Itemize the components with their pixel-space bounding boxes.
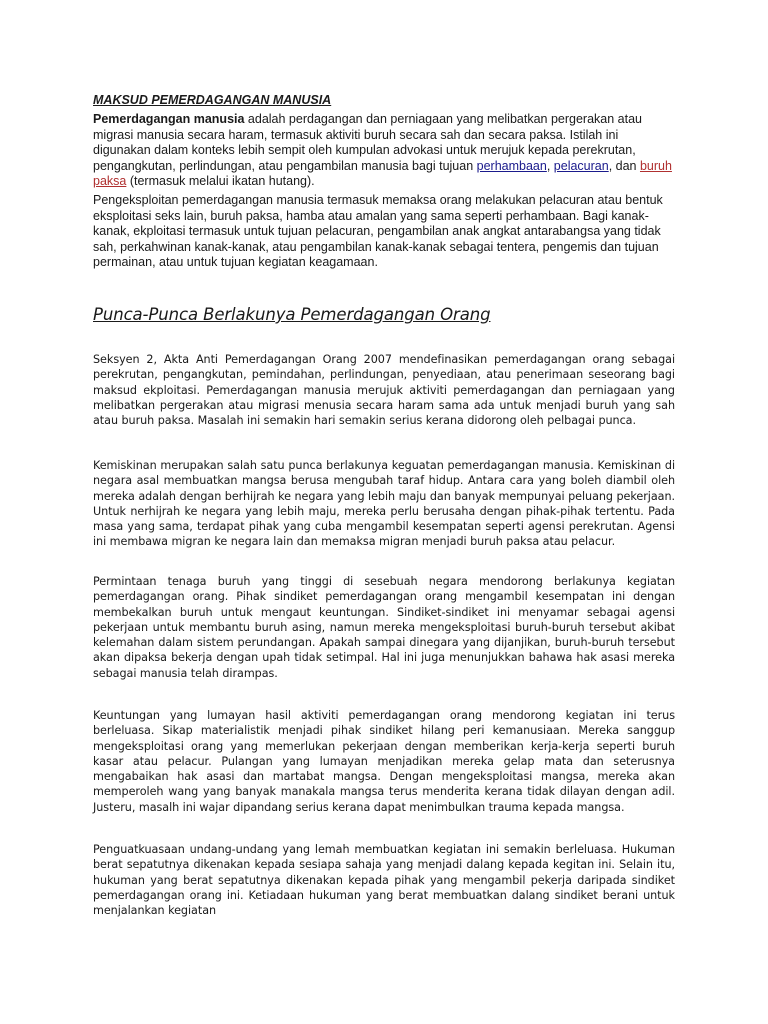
body-paragraph-2: Kemiskinan merupakan salah satu punca berlakunya keguatan pemerdagangan manusia. Kemiskinan di negara asal membuatkan mangsa berusa mengubah taraf hidup. Antara cara yang boleh diambil oleh mereka adalah dengan berhijrah ke negara yang lebih maju dan banyak mempunyai peluang pekerjaan. Untuk nerhijrah ke negara yang lebih maju, mereka perlu berusaha dengan pihak-pihak tertentu. Pada masa yang sama, terdapat pihak yang cuba mengambil kesempatan seperti agensi perekrutan. Agensi ini membawa migran ke negara lain dan memaksa migran menjadi buruh paksa atau pelacur. xyxy=(93,459,675,549)
definition-paragraph: Pemerdagangan manusia adalah perdagangan dan perniagaan yang melibatkan pergerakan atau migrasi manusia secara haram, termasuk aktiviti buruh secara sah dan secara paksa. Istilah ini digunakan dalam konteks lebih sempit oleh kumpulan advokasi untuk merujuk kepada perekrutan, pengangkutan, perlindungan, atau pengambilan manusia bagi tujuan perhambaan, pelacuran, dan buruh paksa (termasuk melalui ikatan hutang). xyxy=(93,112,672,189)
definition-tail: (termasuk melalui ikatan hutang). xyxy=(126,174,315,189)
section-heading-punca: Punca-Punca Berlakunya Pemerdagangan Orang xyxy=(93,305,491,324)
definition-text: adalah perdagangan dan perniagaan yang melibatkan pergerakan atau migrasi manusia secara haram, termasuk aktiviti buruh secara sah dan secara paksa. Istilah ini digunakan dalam konteks lebih sempit oleh kumpulan advokasi untuk merujuk kepada perekrutan, pengangkutan, perlindungan, atau pengambilan manusia bagi tujuan xyxy=(93,112,642,173)
section-heading-maksud: MAKSUD PEMERDAGANGAN MANUSIA xyxy=(93,93,332,107)
exploitation-paragraph: Pengeksploitan pemerdagangan manusia termasuk memaksa orang melakukan pelacuran atau bentuk eksploitasi seks lain, buruh paksa, hamba atau amalan yang sama seperti perhambaan. Bagi kanak-kanak, ekploitasi termasuk untuk tujuan pelacuran, pengambilan anak angkat antarabangsa yang tidak sah, perkahwinan kanak-kanak, atau pengambilan kanak-kanak sebagai tentera, pengemis dan tujuan permainan, atau untuk tujuan kegiatan keagamaan. xyxy=(93,193,663,270)
body-paragraph-4: Keuntungan yang lumayan hasil aktiviti pemerdagangan orang mendorong kegiatan ini terus berleluasa. Sikap materialistik menjadi pihak sindiket hilang peri kemanusiaan. Mereka sanggup mengeksploitasi orang yang memerlukan pekerjaan dengan memberikan kerja-kerja seperti buruh kasar atau pelacur. Pulangan yang lumayan menjadikan mereka gelap mata dan seterusnya mengabaikan hak asasi dan martabat mangsa. Dengan mengeksploitasi mangsa, mereka akan memperoleh wang yang banyak manakala mangsa terus menderita kerana tidak dilayan dengan adil. Justeru, masalh ini wajar dipandang serius kerana dapat menimbulkan trauma kepada mangsa. xyxy=(93,709,675,814)
defined-term: Pemerdagangan manusia xyxy=(93,112,245,126)
link-perhambaan[interactable]: perhambaan xyxy=(476,158,547,173)
link-buruh-paksa[interactable]: buruh paksa xyxy=(93,158,672,189)
link-pelacuran[interactable]: pelacuran xyxy=(553,158,609,173)
body-paragraph-3: Permintaan tenaga buruh yang tinggi di sesebuah negara mendorong berlakunya kegiatan pemerdagangan orang. Pihak sindiket pemerdagangan orang mengambil kesempatan ini dengan membekalkan buruh untuk mengaut keuntungan. Sindiket-sindiket ini menyamar sebagai agensi pekerjaan untuk membantu buruh asing, namun mereka mengeksploitasi buruh-buruh tersebut akibat kelemahan dalam sistem perundangan. Apakah sampai dinegara yang dijanjikan, buruh-buruh tersebut akan dipaksa bekerja dengan upah tidak setimpal. Hal ini juga menunjukkan bahawa hak asasi mereka sebagai manusia telah dirampas. xyxy=(93,575,675,680)
body-paragraph-5: Penguatkuasaan undang-undang yang lemah membuatkan kegiatan ini semakin berleluasa. Hukuman berat sepatutnya dikenakan kepada sesiapa sahaja yang menjadi dalang kepada kegitan ini. Selain itu, hukuman yang berat sepatutnya dikenakan kepada pihak yang mengambil pekerja daripada sindiket pemerdagangan orang ini. Ketiadaan hukuman yang berat membuatkan dalang sindiket berani untuk menjalankan kegiatan xyxy=(93,843,675,918)
body-paragraph-1: Seksyen 2, Akta Anti Pemerdagangan Orang 2007 mendefinasikan pemerdagangan orang sebagai perekrutan, pengangkutan, pemindahan, perlindungan, penyediaan, atau penerimaan seseorang bagi maksud ekploitasi. Pemerdagangan manusia merujuk aktiviti pemerdagangan dan perniagaan yang melibatkan pergerakan atau migrasi menusia secara haram sama ada untuk menjadi buruh yang sah atau buruh paksa. Masalah ini semakin hari semakin serius kerana didorong oleh pelbagai punca. xyxy=(93,353,675,428)
